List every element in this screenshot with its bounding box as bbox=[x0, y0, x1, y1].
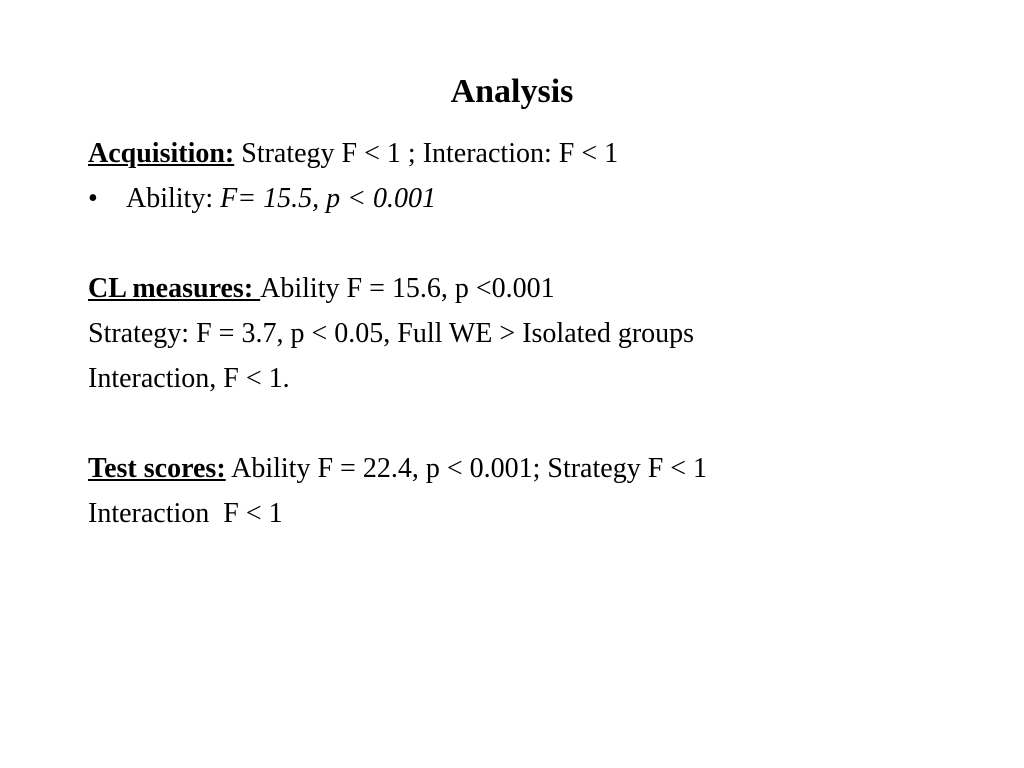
spacer bbox=[88, 401, 1008, 446]
cl-measures-line bbox=[88, 266, 1008, 311]
slide-title: Analysis bbox=[450, 73, 574, 110]
spacer bbox=[88, 221, 1008, 266]
acquisition-line bbox=[88, 131, 1008, 176]
cl-measures-heading: CL measures: bbox=[88, 273, 261, 304]
ability-stat: F= 15.5, p < 0.001 bbox=[220, 183, 437, 214]
acquisition-text: Strategy F < 1 ; Interaction: F < 1 bbox=[234, 138, 619, 169]
ability-label: Ability: bbox=[126, 183, 221, 214]
test-scores-text: Ability F = 22.4, p < 0.001; Strategy F < 1 bbox=[225, 453, 708, 484]
bullet-marker: • bbox=[88, 183, 98, 214]
test-interaction-line: Interaction F < 1 bbox=[88, 498, 283, 529]
cl-strategy-line: Strategy: F = 3.7, p < 0.05, Full WE > Isolated groups bbox=[88, 318, 695, 349]
test-scores-line bbox=[88, 446, 1008, 491]
test-scores-heading: Test scores: bbox=[88, 453, 226, 484]
cl-measures-text: Ability F = 15.6, p <0.001 bbox=[260, 273, 555, 304]
acquisition-heading: Acquisition: bbox=[88, 138, 235, 169]
slide-body bbox=[88, 131, 1008, 536]
cl-interaction-line: Interaction, F < 1. bbox=[88, 363, 290, 394]
ability-bullet bbox=[88, 176, 1008, 221]
